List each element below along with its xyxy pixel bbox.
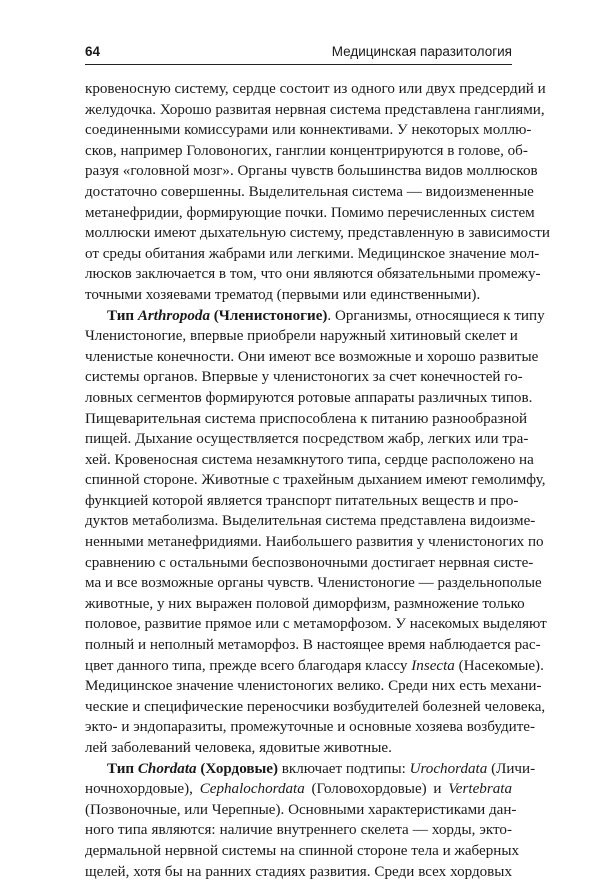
- text-line: [85, 759, 536, 780]
- text-line: половое, развитие прямое или с метаморфозом. У насекомых выделяют: [85, 616, 547, 633]
- text-line: Пищеварительная система приспособлена к питанию разнообразной: [85, 410, 528, 427]
- paragraph-chordata: [85, 759, 536, 882]
- text-line: ма и все возможные органы чувств. Членистоногие — раздельнополые: [85, 575, 542, 592]
- running-header: [85, 42, 512, 65]
- text-line: разуя «головной мозг». Органы чувств большинства видов моллюсков: [85, 163, 538, 180]
- text-line: метанефридии, формирующие почки. Помимо перечисленных систем: [85, 204, 535, 221]
- body-text: [85, 79, 550, 882]
- latin-taxon: Insecta: [411, 657, 455, 674]
- text-line: функцией которой является транспорт питательных веществ и про-: [85, 492, 519, 509]
- text-line: Членистоногие, впервые приобрели наружный хитиновый скелет и: [85, 328, 518, 345]
- text-line: дермальной нервной системы на спинной стороне тела и жаберных: [85, 842, 520, 859]
- text-line: хей. Кровеносная система незамкнутого типа, сердце расположено на: [85, 451, 534, 468]
- latin-taxon: Urochordata: [409, 760, 488, 777]
- text-line: пищей. Дыхание осуществляется посредством жабр, легких или тра-: [85, 431, 529, 448]
- text-line: сков, например Головоногих, ганглии концентрируются в голове, об-: [85, 142, 528, 159]
- type-label: Тип: [107, 307, 138, 324]
- text-run: цвет данного типа, прежде всего благодаря классу: [85, 657, 412, 674]
- text-line: дуктов метаболизма. Выделительная система представлена видоизме-: [85, 513, 536, 530]
- text-line: экто- и эндопаразиты, промежуточные и основные хозяева возбудите-: [85, 719, 536, 736]
- latin-taxon: Vertebrata: [448, 781, 512, 798]
- text-line: полный и неполный метаморфоз. В настоящее время наблюдается рас-: [85, 637, 541, 654]
- taxon-common-name: (Членистоногие): [210, 307, 328, 324]
- text-line: моллюски имеют дыхательную систему, представленную в зависимости: [85, 225, 550, 242]
- text-run: (Головохордовые) и: [304, 781, 449, 798]
- text-line: спинной стороне. Животные с трахейным дыханием имеют гемолимфу,: [85, 472, 546, 489]
- text-line: желудочка. Хорошо развитая нервная система представлена ганглиями,: [85, 101, 545, 118]
- latin-taxon: Arthropoda: [137, 307, 210, 324]
- text-line: ненными метанефридиями. Наибольшего развития у членистоногих по: [85, 534, 544, 551]
- text-line: ного типа являются: наличие внутреннего скелета — хорды, экто-: [85, 822, 512, 839]
- text-line: [85, 656, 544, 677]
- text-line: членистые конечности. Они имеют все возможные и хорошо развитые: [85, 348, 539, 365]
- text-line: системы органов. Впервые у членистоногих за счет конечностей го-: [85, 369, 523, 386]
- text-line: щелей, хотя бы на ранних стадиях развития. Среди всех хордовых: [85, 863, 512, 880]
- taxon-common-name: (Хордовые): [196, 760, 279, 777]
- text-line: Медицинское значение членистоногих велико. Среди них есть механи-: [85, 678, 542, 695]
- text-line: точными хозяевами трематод (первыми или единственными).: [85, 286, 481, 303]
- text-run: ночнохордовые),: [85, 781, 200, 798]
- text-line: кровеносную систему, сердце состоит из одного или двух предсердий и: [85, 81, 546, 97]
- running-title: Медицинская паразитология: [331, 44, 512, 59]
- paragraph-arthropoda: [85, 306, 547, 759]
- text-run: (Личи-: [487, 760, 536, 777]
- type-label: Тип: [107, 760, 138, 777]
- text-line: сравнению с остальными беспозвоночными достигает нервная систе-: [85, 554, 534, 571]
- text-line: от среды обитания жабрами или легкими. Медицинское значение мол-: [85, 245, 540, 262]
- text-line: ловных сегментов формируются ротовые аппараты различных типов.: [85, 389, 533, 406]
- text-line: (Позвоночные, или Черепные). Основными характеристиками дан-: [85, 801, 517, 818]
- text-run: (Насекомые).: [454, 657, 544, 674]
- text-line: лей заболеваний человека, ядовитые животные.: [85, 740, 392, 756]
- text-line: [85, 306, 545, 327]
- text-line: люсков заключается в том, что они являются обязательными промежу-: [85, 266, 541, 283]
- text-line: животные, у них выражен половой диморфизм, размножение только: [85, 595, 525, 612]
- text-line: ческие и специфические переносчики возбудителей болезней человека,: [85, 698, 546, 715]
- text-line: [85, 779, 512, 800]
- text-line: соединенными комиссурами или коннективами. У некоторых моллю-: [85, 122, 532, 139]
- text-run: включает подтипы:: [278, 760, 410, 777]
- latin-taxon: Cephalochordata: [199, 781, 305, 798]
- page-number: 64: [85, 44, 101, 59]
- latin-taxon: Chordata: [137, 760, 197, 777]
- text-run: . Организмы, относящиеся к типу: [327, 307, 545, 324]
- text-line: достаточно совершенны. Выделительная система — видоизмененные: [85, 183, 534, 200]
- paragraph-molluscs: [85, 79, 550, 306]
